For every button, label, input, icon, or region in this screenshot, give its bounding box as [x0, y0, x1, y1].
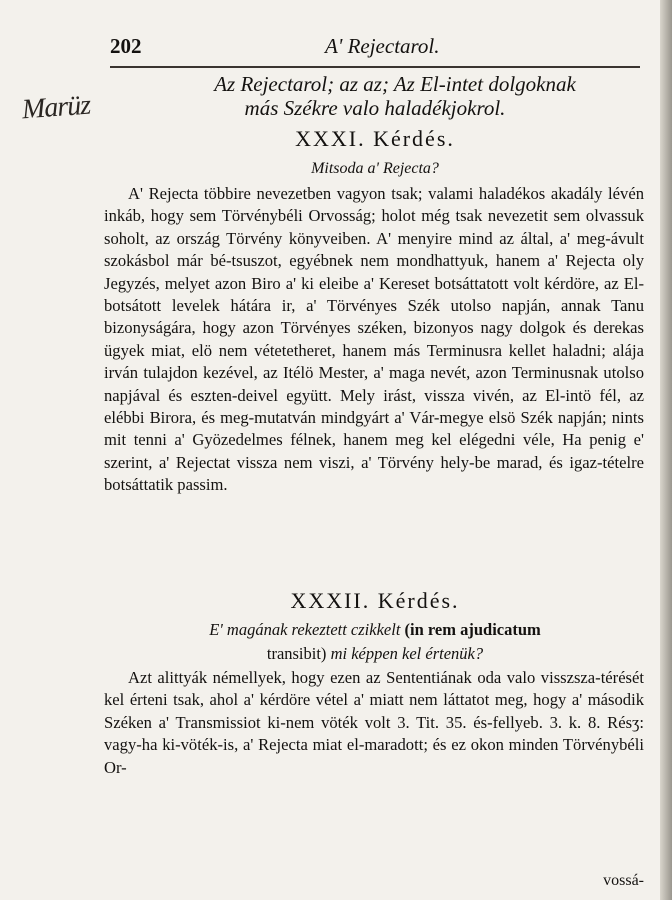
- section-heading: [150, 72, 640, 120]
- q32-subtitle-question: mi képpen kel értenük?: [330, 644, 484, 663]
- running-head: [110, 34, 640, 64]
- handwritten-margin-note: Marüz: [20, 89, 92, 126]
- header-rule: [110, 66, 640, 68]
- question-31-title: XXXI. Kérdés.: [295, 126, 455, 151]
- q32-subtitle-plain: transibit): [266, 644, 327, 663]
- catchword: vossá-: [603, 872, 644, 889]
- section-heading-line1: Az Rejectarol; az az; Az El-intet dolgoknak: [214, 72, 576, 96]
- question-31-subtitle: Mitsoda a' Rejecta?: [311, 160, 439, 177]
- q32-subtitle-italic: E' magának rekeztett czikkelt: [209, 620, 401, 639]
- page-edge-shadow: [660, 0, 672, 900]
- question-32-body: [104, 667, 644, 779]
- question-32-paragraph: Azt alittyák némellyek, hogy ezen az Sententiának oda valo visszsza-térését kel érteni tsak, ahol a' kérdöre vétel a' miatt nem láttatot meg, hogy a' második Széken a' Transmissiot ki-nem vöték volt 3. Tit. 35. és-fellyeb. 3. k. 8. Résʒ: vagy-ha ki-vöték-is, a' Rejecta miat el-maradott; és ez okon minden Törvénybéli Or-: [104, 668, 644, 777]
- question-31-paragraph: A' Rejecta többire nevezetben vagyon tsak; valami haladékos akadály lévén inkáb, hogy sem Törvénybéli Orvosság; holot még tsak nevezetit sem olvassuk soholt, az ország Törvény könyveiben. A' menyire mind az által, a' meg-ávult szokásbol már bé-tsuszot, egyébnek nem mondhattyuk, hanem a' Rejecta oly Jegyzés, melyet azon Biro a' ki eleibe a' Kereset botsáttatott volt kérdöre, az El-botsátott levelek hátára ir, a' Törvényes Szék utolso napján, annak Tanu bizonyságára, hogy azon Törvényes széken, bizonyos nagy dolgok és derekas ügyek miat, elö nem vétetetheret, hanem más Terminusra kellet haladni; alája irván tulajdon kezével, az Itélö Mester, a' maga nevét, azon Terminusnak utolso napjával és eszten-deivel együtt. Mely irást, vissza vivén, az El-intö fél, az elébbi Birora, és meg-mutatván mindgyárt a' Vár-megye elsö Szék napján; nints mit tenni a' Gyözedelmes félnek, hanem meg kel elégedni véle, Ha penig e' szerint, a' Rejectat vissza nem viszi, a' Törvény hely-be marad, és igaz-tételre botsáttatik passim.: [104, 184, 644, 495]
- question-32-subtitle: [110, 618, 640, 666]
- section-heading-line2: más Székre valo haladékjokrol.: [244, 96, 506, 120]
- question-32-title: XXXII. Kérdés.: [290, 588, 460, 613]
- page-number: 202: [110, 34, 142, 58]
- question-31-body: [104, 183, 644, 497]
- running-title: A' Rejectarol.: [325, 34, 440, 58]
- q32-subtitle-latin: (in rem ajudicatum: [404, 620, 541, 639]
